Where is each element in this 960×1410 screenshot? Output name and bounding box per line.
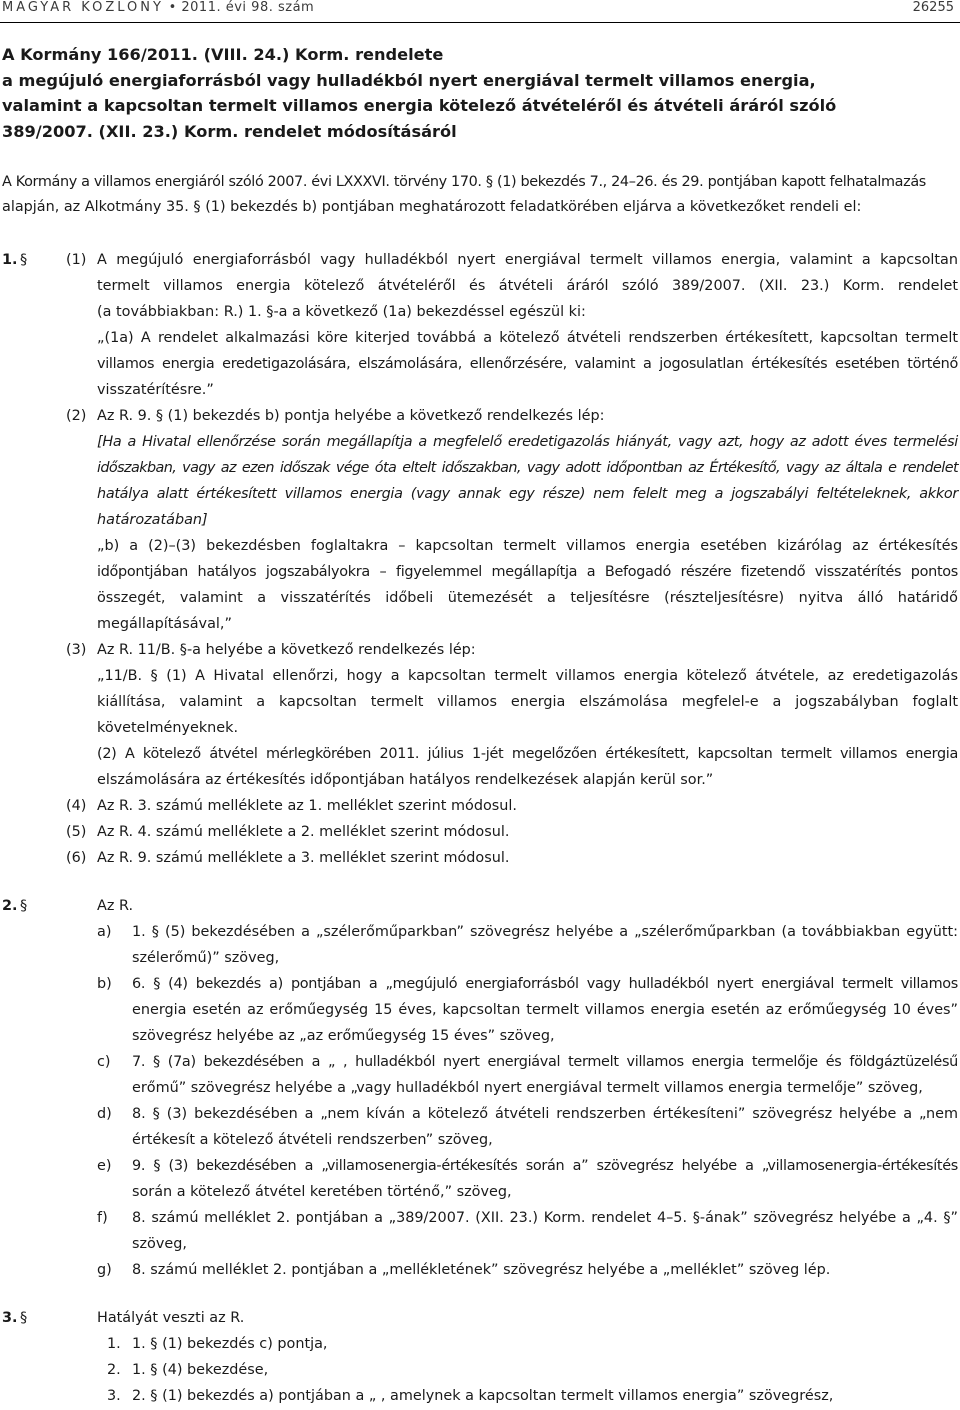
paragraph-line: [Ha a Hivatal ellenőrzése során megállapítja a megfelelő eredetigazolás hiányát, vagy azt, hogy az adott éves termelési	[97, 434, 958, 450]
paragraph-line: „b) a (2)–(3) bekezdésben foglaltakra – kapcsoltan termelt villamos energia esetében kizárólag az értékesítés	[97, 538, 958, 554]
paragraph-line: Az R. 9. § (1) bekezdés b) pontja helyébe a következő rendelkezés lép:	[97, 408, 605, 424]
section-2	[0, 894, 960, 1284]
paragraph-line: Az R. 3. számú melléklete az 1. melléklet szerint módosul.	[97, 798, 517, 814]
paragraph-line: termelt villamos energia kötelező átvételéről és átvételi áráról szóló 389/2007. (XII. 23.) Korm. rendelet	[97, 278, 958, 294]
paragraph-line: hatálya alatt értékesített villamos energia (vagy annak egy része) nem felelt meg a jogszabályi feltételeknek, akkor	[97, 486, 958, 502]
item-line: szélerőmű)” szöveg,	[132, 950, 280, 966]
item-label: g)	[97, 1262, 112, 1278]
paragraph-line: „(1a) A rendelet alkalmazási köre kiterjed továbbá a kötelező átvételi rendszerben értékesített, kapcsoltan termelt	[97, 330, 958, 346]
item-label: b)	[97, 976, 112, 992]
paragraph-line: villamos energia eredetigazolására, elszámolására, ellenőrzésére, valamint a jogosulatlan értékesítés esetében történő	[97, 356, 958, 372]
paragraph-line: Az R. 4. számú melléklete a 2. melléklet szerint módosul.	[97, 824, 510, 840]
issue-info: 2011. évi 98. szám	[181, 0, 315, 15]
section-symbol: §	[20, 252, 28, 268]
item-line: 6. § (4) bekezdés a) pontjában a „megújuló energiaforrásból vagy hulladékból nyert energiával termelt villamos	[132, 976, 958, 992]
paragraph-line: (a továbbiakban: R.) 1. §-a a következő (1a) bekezdéssel egészül ki:	[97, 304, 586, 320]
item-line: során a kötelező átvétel keretében történő,” szöveg,	[132, 1184, 512, 1200]
item-line: energia esetén az erőműegység 15 éves, kapcsoltan termelt villamos energia esetén az erőműegység 10 éves”	[132, 1002, 958, 1018]
item-line: 8. számú melléklet 2. pontjában a „mellékletének” szövegrész helyébe a „melléklet” szöveg lép.	[132, 1262, 831, 1278]
journal-info	[2, 0, 314, 15]
paragraph-line: időszakban, vagy az ezen időszak vége óta eltelt időszakban, vagy adott időpontban az Értékesítő, vagy az általa e rendelet	[97, 460, 958, 476]
item-label: 3.	[107, 1388, 121, 1404]
item-line: 1. § (1) bekezdés c) pontja,	[132, 1336, 328, 1352]
paragraph-line: megállapításával,”	[97, 616, 232, 632]
preamble-line: A Kormány a villamos energiáról szóló 2007. évi LXXXVI. törvény 170. § (1) bekezdés 7., 24–26. és 29. pontjában kapott felhatalmazás	[2, 174, 926, 190]
preamble-line: alapján, az Alkotmány 35. § (1) bekezdés b) pontjában meghatározott feladatkörében eljárva a következőket rendeli el:	[2, 199, 862, 216]
item-line: 1. § (5) bekezdésében a „szélerőműparkban” szövegrész helyébe a „szélerőműparkban (a továbbiakban együtt:	[132, 924, 958, 940]
paragraph-line: A megújuló energiaforrásból vagy hulladékból nyert energiával termelt villamos energia, valamint a kapcsoltan	[97, 252, 958, 268]
item-line: szövegrész helyébe az „az erőműegység 15 éves” szöveg,	[132, 1028, 555, 1044]
item-label: 1.	[107, 1336, 121, 1352]
paragraph-label: (3)	[66, 642, 87, 658]
paragraph-line: kiállítása, valamint a kapcsoltan termelt villamos energia elszámolása megfelel-e a jogszabályban foglalt	[97, 694, 958, 710]
item-label: a)	[97, 924, 112, 940]
journal-name: MAGYAR KÖZLÖNY	[2, 0, 164, 15]
section-number: 2.	[2, 898, 18, 914]
item-line: szöveg,	[132, 1236, 187, 1252]
item-line: 9. § (3) bekezdésében a „villamosenergia-értékesítés során a” szövegrész helyébe a „villamosenergia-értékesítés	[132, 1158, 958, 1174]
paragraph-line: követelményeknek.	[97, 720, 239, 736]
paragraph-label: (6)	[66, 850, 87, 866]
paragraph-label: (4)	[66, 798, 87, 814]
section-symbol: §	[20, 1310, 28, 1326]
paragraph-line: „11/B. § (1) A Hivatal ellenőrzi, hogy a kapcsoltan termelt villamos energia kötelező átvétele, az eredetigazolás	[97, 668, 958, 684]
paragraph-line: időpontjában hatályos jogszabályokra – figyelemmel megállapítja a Befogadó részére fizetendő visszatérítés pontos	[97, 564, 958, 580]
item-line: 2. § (1) bekezdés a) pontjában a „ , amelynek a kapcsoltan termelt villamos energia” szövegrész,	[132, 1388, 834, 1404]
header-rule	[0, 22, 960, 23]
page-number: 26255	[912, 0, 954, 15]
paragraph-line: összegét, valamint a visszatérítés időbeli ütemezését a teljesítésre (részteljesítésre) nyitva álló határidő	[97, 590, 958, 606]
item-line: erőmű” szövegrész helyébe a „vagy hulladékból nyert energiával termelt villamos energia termelője” szöveg,	[132, 1080, 923, 1096]
item-line: 1. § (4) bekezdése,	[132, 1362, 269, 1378]
title-line: valamint a kapcsoltan termelt villamos energia kötelező átvételéről és átvételi áráról szóló	[2, 96, 837, 115]
title-line: 389/2007. (XII. 23.) Korm. rendelet módosításáról	[2, 121, 457, 141]
decree-title	[2, 42, 957, 144]
paragraph-line: (2) A kötelező átvétel mérlegkörében 2011. július 1-jét megelőzően értékesített, kapcsoltan termelt villamos energia	[97, 746, 958, 762]
section-1	[0, 248, 960, 868]
title-line: A Kormány 166/2011. (VIII. 24.) Korm. rendelete	[2, 45, 444, 64]
item-line: értékesít a kötelező átvételi rendszerben” szöveg,	[132, 1132, 493, 1148]
item-label: 2.	[107, 1362, 121, 1378]
paragraph-line: visszatérítésre.”	[97, 382, 214, 398]
item-line: 8. § (3) bekezdésében a „nem kíván a kötelező átvételi rendszerben értékesíteni” szövegrész helyébe a „nem	[132, 1106, 958, 1122]
item-label: d)	[97, 1106, 112, 1122]
item-label: c)	[97, 1054, 111, 1070]
item-line: 7. § (7a) bekezdésében a „ , hulladékból nyert energiával termelt villamos energia termelője és földgáztüzelésű	[132, 1054, 958, 1070]
page-header	[0, 0, 960, 22]
item-label: e)	[97, 1158, 112, 1174]
section-intro: Az R.	[97, 898, 134, 914]
item-line: 8. számú melléklet 2. pontjában a „389/2007. (XII. 23.) Korm. rendelet 4–5. §-ának” szövegrész helyébe a „4. §”	[132, 1210, 958, 1226]
paragraph-line: határozatában]	[97, 512, 208, 528]
section-3	[0, 1306, 960, 1410]
section-number: 3.	[2, 1310, 18, 1326]
section-number: 1.	[2, 252, 18, 268]
header-bullet: •	[168, 0, 177, 15]
paragraph-line: Az R. 9. számú melléklete a 3. melléklet szerint módosul.	[97, 850, 510, 866]
paragraph-line: elszámolására az értékesítés időpontjában hatályos rendelkezések alapján kerül sor.”	[97, 772, 714, 788]
preamble	[2, 170, 958, 221]
paragraph-label: (5)	[66, 824, 87, 840]
paragraph-label: (1)	[66, 252, 87, 268]
section-intro: Hatályát veszti az R.	[97, 1310, 245, 1326]
paragraph-label: (2)	[66, 408, 87, 424]
title-line: a megújuló energiaforrásból vagy hulladékból nyert energiával termelt villamos energia,	[2, 70, 816, 90]
item-label: f)	[97, 1210, 108, 1226]
paragraph-line: Az R. 11/B. §-a helyébe a következő rendelkezés lép:	[97, 642, 476, 658]
section-symbol: §	[20, 898, 28, 914]
